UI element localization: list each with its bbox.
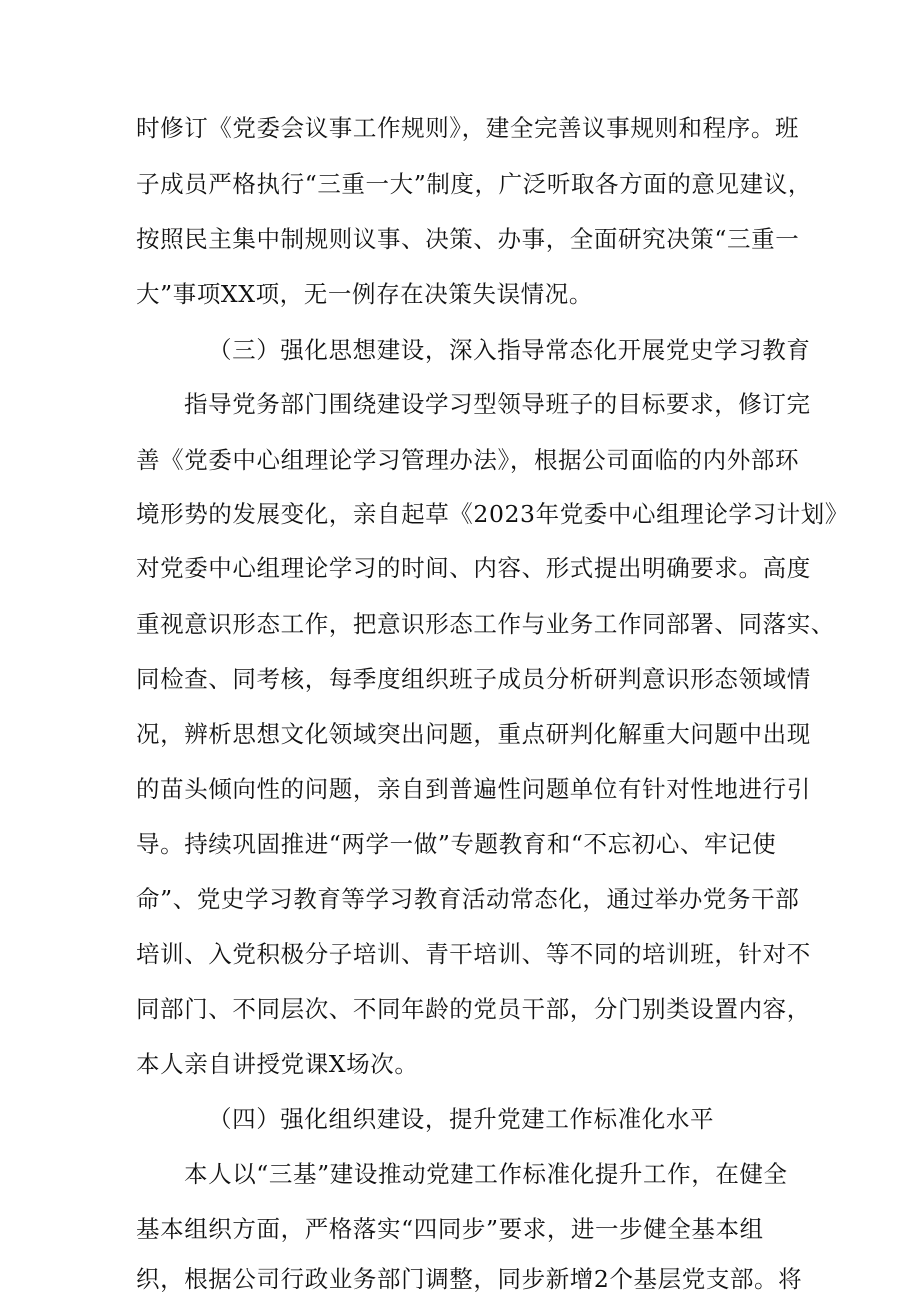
body-line: 本人亲自讲授党课X场次。 <box>136 1050 419 1078</box>
body-line: 重视意识形态工作，把意识形态工作与业务工作同部署、同落实、 <box>136 610 835 638</box>
body-line: 的苗头倾向性的问题，亲自到普遍性问题单位有针对性地进行引 <box>136 775 811 803</box>
body-line: 培训、入党积极分子培训、青干培训、等不同的培训班，针对不 <box>136 940 811 968</box>
body-line: 时修订《党委会议事工作规则》，建全完善议事规则和程序。班 <box>136 114 800 142</box>
body-line: 境形势的发展变化，亲自起草《2023年党委中心组理论学习计划》 <box>136 500 849 528</box>
paragraph-first-line: 本人以“三基”建设推动党建工作标准化提升工作，在健全 <box>184 1160 788 1188</box>
body-line: 善《党委中心组理论学习管理办法》，根据公司面临的内外部环 <box>136 446 800 474</box>
body-line: 织，根据公司行政业务部门调整，同步新增2个基层党支部。将 <box>136 1265 803 1293</box>
section-heading: （三）强化思想建设，深入指导常态化开展党史学习教育 <box>208 336 811 364</box>
body-line: 基本组织方面，严格落实“四同步”要求，进一步健全基本组 <box>136 1215 764 1243</box>
body-line: 按照民主集中制规则议事、决策、办事，全面研究决策“三重一 <box>136 225 800 253</box>
body-line: 子成员严格执行“三重一大”制度，广泛听取各方面的意见建议， <box>136 170 812 198</box>
body-line: 导。持续巩固推进“两学一做”专题教育和“不忘初心、牢记使 <box>136 830 777 858</box>
body-line: 命”、党史学习教育等学习教育活动常态化，通过举办党务干部 <box>136 885 800 913</box>
section-heading: （四）强化组织建设，提升党建工作标准化水平 <box>208 1105 715 1133</box>
paragraph-first-line: 指导党务部门围绕建设学习型领导班子的目标要求，修订完 <box>184 390 811 418</box>
body-line: 况，辨析思想文化领域突出问题，重点研判化解重大问题中出现 <box>136 720 811 748</box>
body-line: 同部门、不同层次、不同年龄的党员干部，分门别类设置内容， <box>136 995 811 1023</box>
body-line: 对党委中心组理论学习的时间、内容、形式提出明确要求。高度 <box>136 554 811 582</box>
body-line: 大”事项XX项，无一例存在决策失误情况。 <box>136 280 593 308</box>
body-line: 同检查、同考核，每季度组织班子成员分析研判意识形态领域情 <box>136 665 811 693</box>
